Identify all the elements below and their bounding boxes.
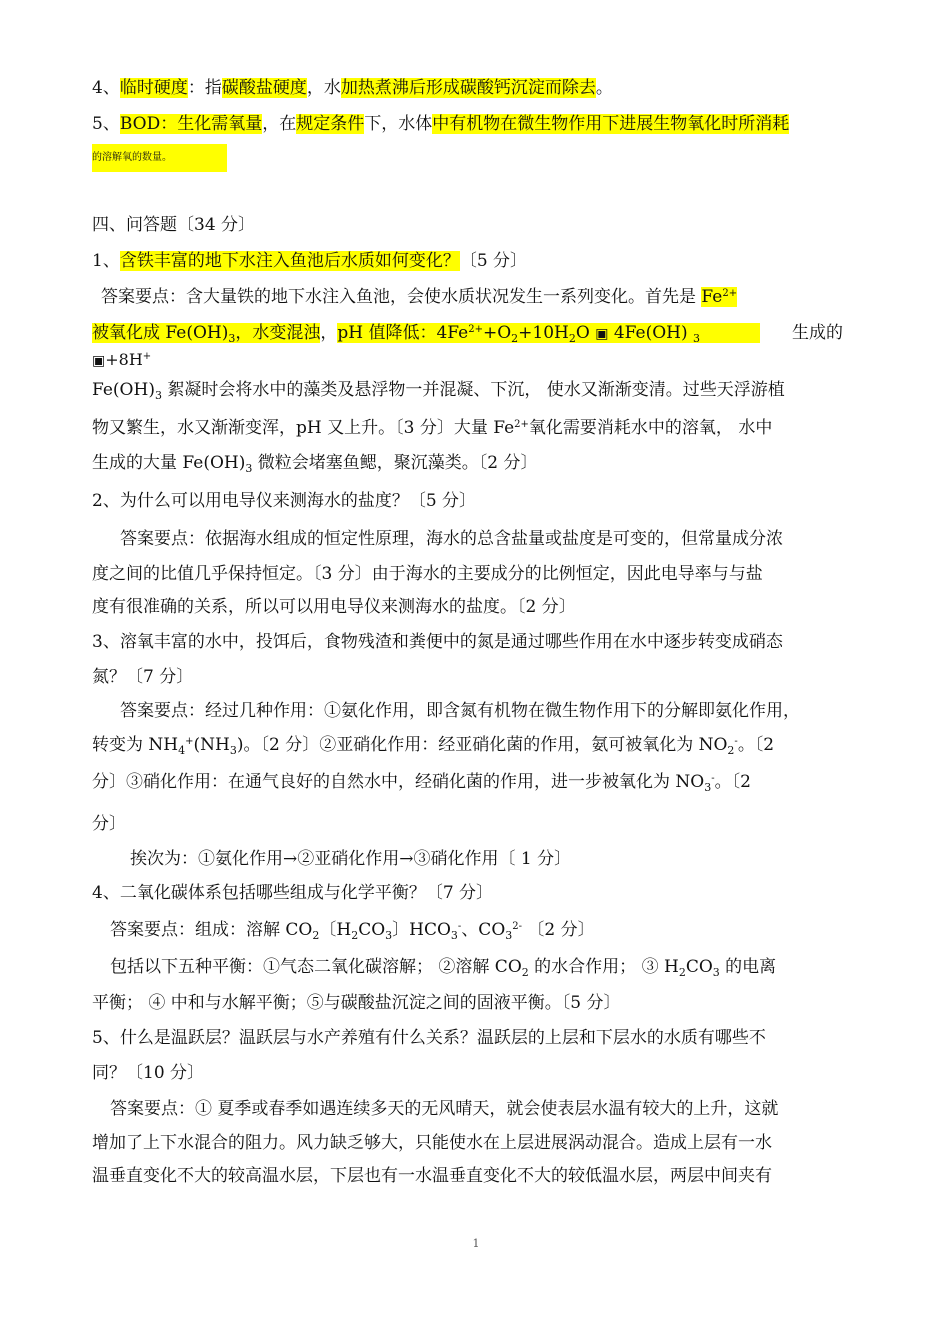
answer-1-line-2 (92, 321, 872, 346)
question-4: 4、二氧化碳体系包括哪些组成与化学平衡？〔7 分〕 (92, 883, 494, 903)
highlighted-text: 碳酸盐硬度 (221, 78, 307, 98)
superscript: 2+ (722, 288, 738, 299)
subscript: 2 (727, 744, 735, 757)
subscript: 3 (693, 332, 701, 345)
highlighted-term: BOD：生化需氧量 (119, 114, 263, 134)
definition-4 (92, 76, 872, 100)
text: O (575, 323, 596, 343)
text: 下，水体 (364, 114, 433, 134)
question-5-line-2: 同？〔10 分〕 (92, 1063, 205, 1083)
subscript: 3 (704, 781, 712, 794)
definition-5 (92, 112, 872, 136)
answer-1-line-2-end: 生成的 (792, 323, 843, 343)
subscript: 2 (312, 929, 320, 942)
text: ：指 (187, 78, 222, 98)
text: 、CO (461, 920, 506, 940)
superscript: 2- (512, 921, 523, 932)
text: )。〔2 分〕②亚硝化作用：经亚硝化菌的作用，氨可被氧化为 NO (236, 735, 728, 755)
answer-5-line-2: 增加了上下水混合的阻力。风力缺乏够大，只能使水在上层进展涡动混合。造成上层有一水 (92, 1133, 772, 1153)
answer-3-line-2 (92, 733, 872, 757)
text: 生成的大量 Fe(OH) (92, 453, 246, 473)
text: ，水 (306, 78, 341, 98)
superscript: - (734, 736, 738, 747)
text: 答案要点：含大量铁的地下水注入鱼池，会使水质状况发生一系列变化。首先是 (101, 287, 702, 307)
text: 分〕③硝化作用：在通气良好的自然水中，经硝化菌的作用，进一步被氧化为 NO (92, 772, 705, 792)
text: Fe(OH) (92, 380, 155, 400)
answer-4-line-2 (110, 955, 890, 979)
subscript: 2 (521, 966, 529, 979)
text: ， (320, 323, 338, 343)
answer-4-line-1 (110, 918, 890, 942)
section-title: 四、问答题〔34 分〕 (92, 215, 256, 235)
text: 。 (595, 78, 613, 98)
answer-1-line-4 (92, 378, 872, 402)
text: +O (482, 323, 512, 343)
text: 絮凝时会将水中的藻类及悬浮物一并混凝、下沉， 使水又渐渐变清。过些天浮游植 (161, 380, 785, 400)
text: pH 值降低：4Fe (337, 323, 469, 343)
subscript: 3 (245, 462, 253, 475)
item-number: 4、 (92, 78, 120, 98)
subscript: 2 (351, 929, 359, 942)
highlight-block (92, 144, 227, 172)
answer-1-line-3 (92, 348, 872, 373)
text: 〔H (319, 920, 352, 940)
highlighted-equation (337, 323, 760, 343)
box-symbol: ▣ (92, 353, 106, 369)
superscript: + (185, 736, 194, 747)
text: ，水变混浊 (235, 323, 321, 343)
highlighted-text (92, 323, 320, 343)
superscript: 2+ (468, 324, 483, 335)
subscript: 2 (678, 966, 686, 979)
subscript: 2 (568, 332, 576, 345)
answer-1-line-6 (92, 451, 872, 475)
answer-1-line-5 (92, 416, 872, 440)
superscript: 2+ (514, 419, 529, 430)
answer-3-line-3 (92, 770, 872, 794)
superscript: - (711, 773, 715, 784)
highlighted-formula (701, 287, 737, 307)
text: 〕HCO (392, 920, 451, 940)
question-5-line-1: 5、什么是温跃层？温跃层与水产养殖有什么关系？温跃层的上层和下层水的水质有哪些不 (92, 1028, 766, 1048)
text: 。〔2 (737, 735, 775, 755)
subscript: 4 (178, 744, 186, 757)
box-symbol: ▣ (595, 326, 609, 342)
subscript: 3 (154, 389, 162, 402)
answer-3-line-5: 挨次为：①氨化作用→②亚硝化作用→③硝化作用〔 1 分〕 (130, 849, 572, 869)
text: 。〔2 (714, 772, 751, 792)
text: 氧化需要消耗水中的溶氧， 水中 (528, 418, 773, 438)
text: 转变为 NH (92, 735, 179, 755)
text: 微粒会堵塞鱼鳃，聚沉藻类。〔2 分〕 (252, 453, 538, 473)
text: 被氧化成 Fe(OH) (92, 323, 229, 343)
text: Fe (701, 287, 723, 307)
text: +8H (105, 350, 143, 369)
subscript: 3 (229, 744, 237, 757)
subscript: 3 (228, 332, 236, 345)
answer-3-line-1: 答案要点：经过几种作用：①氨化作用，即含氮有机物在微生物作用下的分解即氨化作用， (120, 701, 800, 721)
text: (NH (193, 735, 230, 755)
answer-4-line-3: 平衡； ④ 中和与水解平衡；⑤与碳酸盐沉淀之间的固液平衡。〔5 分〕 (92, 993, 621, 1013)
answer-2-line-1: 答案要点：依据海水组成的恒定性原理，海水的总含盐量或盐度是可变的，但常量成分浓 (120, 529, 783, 549)
subscript: 3 (385, 929, 393, 942)
text: 物又繁生，水又渐渐变浑，pH 又上升。〔3 分〕大量 Fe (92, 418, 515, 438)
item-number: 5、 (92, 114, 120, 134)
text: CO (685, 957, 713, 977)
item-number: 1、 (92, 251, 120, 271)
answer-2-line-2: 度之间的比值几乎保持恒定。〔3 分〕由于海水的主要成分的比例恒定，因此电导率与与盐 (92, 564, 763, 584)
superscript: - (457, 921, 462, 932)
text: 的水合作用； ③ H (528, 957, 679, 977)
page-number: 1 (472, 1237, 480, 1250)
text: CO (358, 920, 386, 940)
text: 包括以下五种平衡：①气态二氧化碳溶解； ②溶解 CO (110, 957, 522, 977)
highlighted-term: 临时硬度 (119, 78, 188, 98)
subscript: 3 (712, 966, 720, 979)
highlighted-text: 加热煮沸后形成碳酸钙沉淀而除去 (340, 78, 596, 98)
text: +10H (518, 323, 569, 343)
text: 答案要点：组成：溶解 CO (110, 920, 313, 940)
definition-5-continuation: 的溶解氧的数量。 (92, 152, 172, 163)
subscript: 2 (511, 332, 519, 345)
answer-3-line-4: 分〕 (92, 814, 126, 834)
subscript: 3 (450, 929, 458, 942)
answer-5-line-3: 温垂直变化不大的较高温水层，下层也有一水温垂直变化不大的较低温水层，两层中间夹有 (92, 1166, 772, 1186)
text: 的电离 (719, 957, 777, 977)
highlighted-question: 含铁丰富的地下水注入鱼池后水质如何变化？ (119, 251, 460, 271)
subscript: 3 (505, 929, 513, 942)
text: 〔2 分〕 (522, 920, 595, 940)
answer-2-line-3: 度有很准确的关系，所以可以用电导仪来测海水的盐度。〔2 分〕 (92, 597, 576, 617)
score: 〔5 分〕 (459, 251, 528, 271)
text: 4Fe(OH) (608, 323, 694, 343)
text: ，在 (262, 114, 297, 134)
question-3-line-1: 3、溶氧丰富的水中，投饵后，食物残渣和粪便中的氮是通过哪些作用在水中逐步转变成硝态 (92, 632, 783, 652)
highlighted-text: 规定条件 (296, 114, 365, 134)
superscript: + (142, 351, 152, 362)
highlighted-text: 中有机物在微生物作用下进展生物氧化时所消耗 (432, 114, 790, 134)
question-1 (92, 249, 872, 273)
question-3-line-2: 氮？〔7 分〕 (92, 667, 194, 687)
answer-1-line-1 (101, 285, 881, 309)
answer-5-line-1: 答案要点：① 夏季或春季如遇连续多天的无风晴天，就会使表层水温有较大的上升，这就 (110, 1099, 779, 1119)
question-2: 2、为什么可以用电导仪来测海水的盐度？〔5 分〕 (92, 491, 477, 511)
